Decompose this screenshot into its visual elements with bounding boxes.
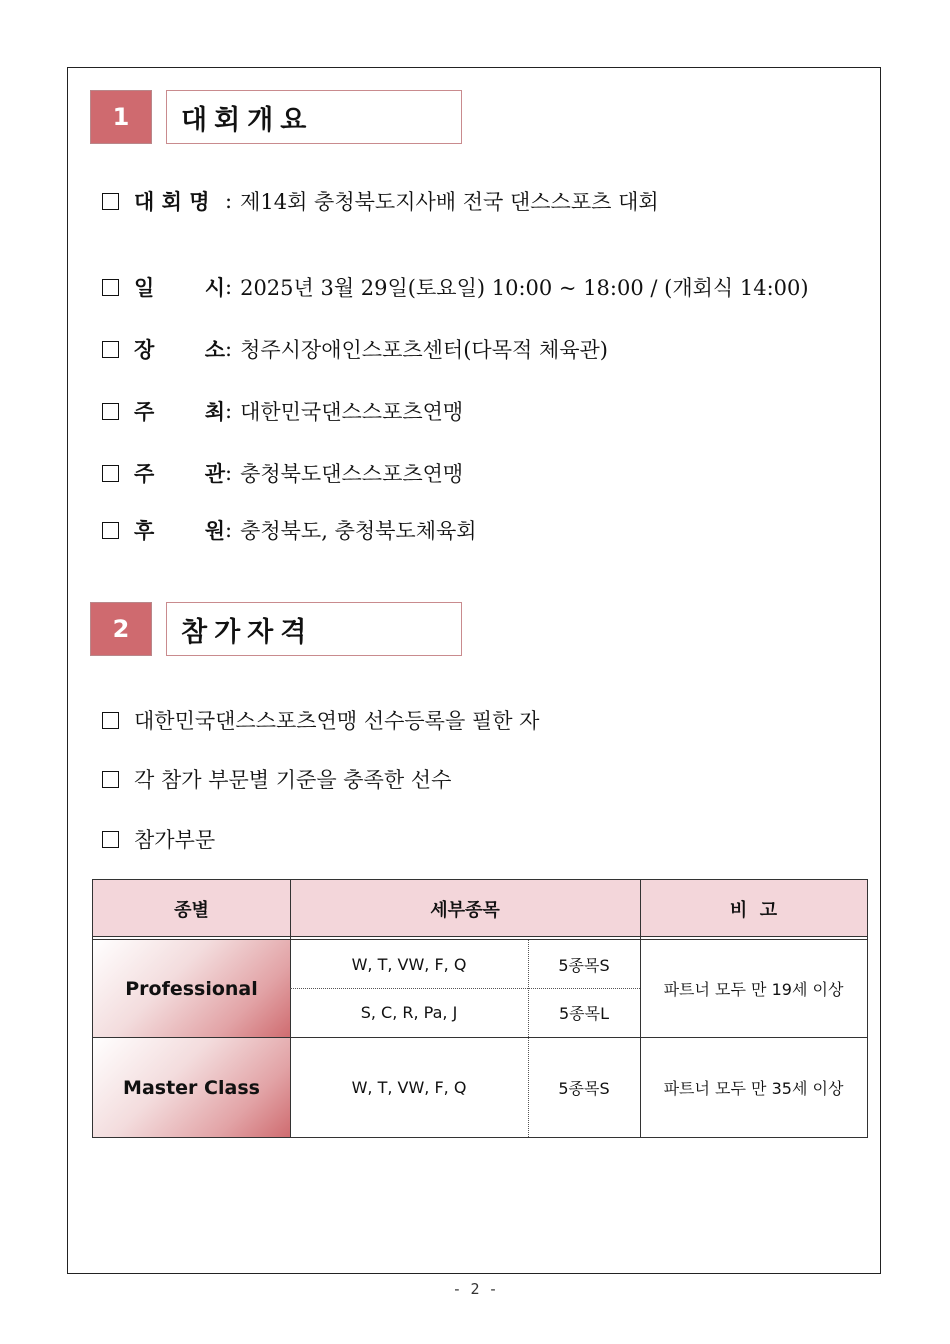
table-header-category: 종별 bbox=[93, 880, 290, 937]
info-row-sponsor: 후 원 : 충청북도, 충청북도체육회 bbox=[102, 515, 477, 545]
info-value: 제14회 충청북도지사배 전국 댄스스포츠 대회 bbox=[240, 190, 659, 214]
info-value: 대한민국댄스스포츠연맹 bbox=[240, 400, 464, 424]
table-header-note: 비 고 bbox=[640, 880, 867, 937]
table-cell-count: 5종목S bbox=[558, 955, 610, 975]
section-title: 참가자격 bbox=[166, 602, 462, 656]
checkbox-icon bbox=[102, 465, 119, 482]
eligibility-item: 각 참가 부문별 기준을 충족한 선수 bbox=[102, 764, 451, 794]
info-label: 대 회 명 bbox=[134, 190, 210, 214]
info-value: 2025년 3월 29일(토요일) 10:00 ~ 18:00 / (개회식 14:00) bbox=[240, 276, 809, 300]
checkbox-icon bbox=[102, 279, 119, 296]
info-value: 충청북도, 충청북도체육회 bbox=[240, 519, 477, 543]
section-number-badge: 1 bbox=[90, 90, 152, 144]
table-cell-note: 파트너 모두 만 19세 이상 bbox=[663, 980, 844, 999]
eligibility-item: 대한민국댄스스포츠연맹 선수등록을 필한 자 bbox=[102, 705, 539, 735]
info-row-venue: 장 소 : 청주시장애인스포츠센터(다목적 체육관) bbox=[102, 334, 608, 364]
section-number-badge: 2 bbox=[90, 602, 152, 656]
info-row-date: 일 시 : 2025년 3월 29일(토요일) 10:00 ~ 18:00 / (개회식 14:00) bbox=[102, 272, 809, 302]
checkbox-icon bbox=[102, 341, 119, 358]
table-cell-note: 파트너 모두 만 35세 이상 bbox=[663, 1079, 844, 1098]
checkbox-icon bbox=[102, 403, 119, 420]
info-row-name: 대 회 명 : 제14회 충청북도지사배 전국 댄스스포츠 대회 bbox=[102, 186, 659, 216]
table-row-category: Master Class bbox=[93, 1038, 290, 1137]
table-row-category: Professional bbox=[93, 940, 290, 1037]
info-label: 일 시 bbox=[134, 276, 225, 300]
info-label: 장 소 bbox=[134, 338, 225, 362]
table-cell-count: 5종목S bbox=[558, 1079, 610, 1098]
checkbox-icon bbox=[102, 522, 119, 539]
info-label: 주 최 bbox=[134, 400, 225, 424]
table-cell-dances: S, C, R, Pa, J bbox=[360, 1003, 458, 1022]
checkbox-icon bbox=[102, 193, 119, 210]
info-label: 후 원 bbox=[134, 519, 225, 543]
section-title: 대회개요 bbox=[166, 90, 462, 144]
checkbox-icon bbox=[102, 771, 119, 788]
division-table bbox=[92, 879, 868, 1138]
table-header-events: 세부종목 bbox=[290, 880, 640, 937]
checkbox-icon bbox=[102, 712, 119, 729]
checkbox-icon bbox=[102, 831, 119, 848]
eligibility-item: 참가부문 bbox=[102, 824, 215, 854]
table-cell-dances: W, T, VW, F, Q bbox=[351, 954, 467, 974]
table-cell-dances: W, T, VW, F, Q bbox=[351, 1078, 467, 1097]
table-cell-count: 5종목L bbox=[558, 1004, 609, 1023]
info-value: 청주시장애인스포츠센터(다목적 체육관) bbox=[240, 338, 608, 362]
info-row-host: 주 최 : 대한민국댄스스포츠연맹 bbox=[102, 396, 463, 426]
info-value: 충청북도댄스스포츠연맹 bbox=[240, 462, 464, 486]
info-row-organizer: 주 관 : 충청북도댄스스포츠연맹 bbox=[102, 458, 463, 488]
info-label: 주 관 bbox=[134, 462, 225, 486]
page-number: - 2 - bbox=[452, 1280, 498, 1298]
